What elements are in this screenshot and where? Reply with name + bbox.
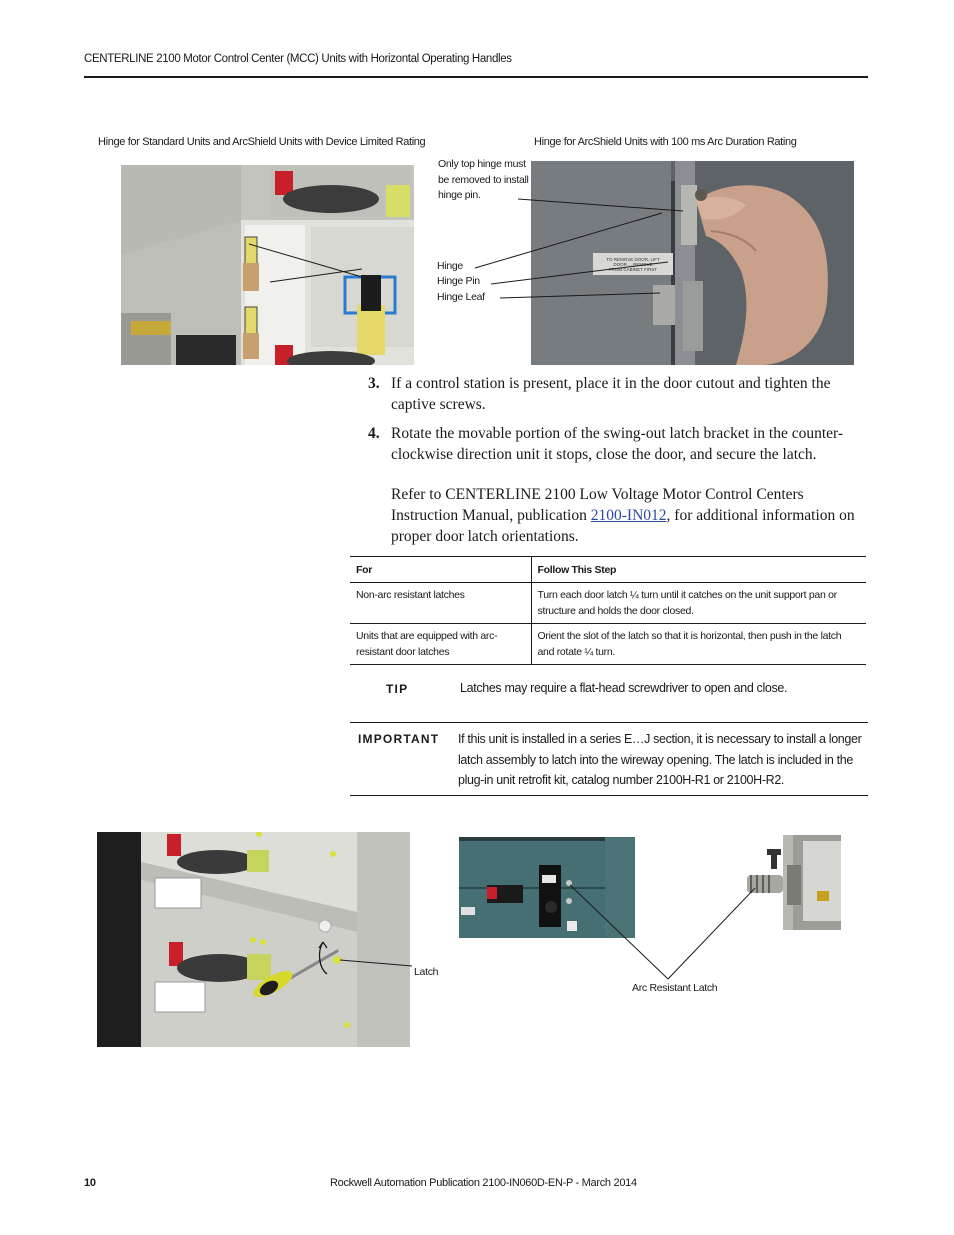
svg-text:TO REMOVE DOOR, LIFT: TO REMOVE DOOR, LIFT — [606, 257, 660, 262]
step-4 — [368, 423, 868, 465]
step-number: 3. — [368, 375, 380, 392]
running-header: CENTERLINE 2100 Motor Control Center (MCC) Units with Horizontal Operating Handles — [84, 53, 512, 65]
arcshield-hinge-photo — [531, 161, 854, 365]
refer-paragraph: Refer to CENTERLINE 2100 Low Voltage Motor Control Centers Instruction Manual, publication 2100-IN012, for additional information on proper door latch orientations. — [391, 486, 855, 545]
table-cell: Units that are equipped with arc-resistant door latches — [350, 624, 531, 665]
table-header-row — [350, 557, 866, 583]
tip-text: Latches may require a flat-head screwdriver to open and close. — [460, 681, 788, 695]
table-cell: Non-arc resistant latches — [350, 583, 531, 624]
header-rule — [84, 76, 868, 78]
latch-table — [350, 556, 866, 665]
step-text: Rotate the movable portion of the swing-out latch bracket in the counter-clockwise direction unit it stops, close the door, and secure the latch. — [391, 425, 844, 463]
table-row — [350, 624, 866, 665]
column-header: For — [350, 557, 531, 583]
table-cell: Orient the slot of the latch so that it is horizontal, then push in the latch and rotate ¼ turn. — [531, 624, 866, 665]
latch-label: Latch — [414, 966, 439, 978]
callout-hinge-pin: Hinge Pin — [437, 275, 480, 287]
tip-label: TIP — [386, 682, 409, 696]
svg-text:DOOR ... REMOVE: DOOR ... REMOVE — [613, 262, 653, 267]
door-sticker — [593, 253, 673, 275]
arc-resistant-unit-photo — [459, 837, 635, 938]
table-cell: Turn each door latch ¼ turn until it catches on the unit support pan or structure and holds the door closed. — [531, 583, 866, 624]
step-3 — [368, 373, 868, 415]
svg-text:FROM CABINET FIRST: FROM CABINET FIRST — [608, 267, 658, 272]
page-number: 10 — [84, 1177, 96, 1189]
standard-hinge-illustration — [121, 165, 414, 365]
important-text: If this unit is installed in a series E…J section, it is necessary to install a longer latch assembly to latch into the wireway opening. The latch is included in the plug-in unit retrofit kit, catalog number 2100H-R1 or 2100H-R2. — [458, 732, 862, 787]
callout-hinge: Hinge — [437, 260, 463, 272]
latch-illustration — [97, 832, 410, 1047]
arc-latch-detail-photo — [741, 835, 841, 930]
column-header: Follow This Step — [531, 557, 866, 583]
important-label: IMPORTANT — [358, 732, 440, 746]
caption-standard-hinge: Hinge for Standard Units and ArcShield Units with Device Limited Rating — [98, 136, 426, 148]
step-text: If a control station is present, place it in the door cutout and tighten the captive screws. — [391, 375, 831, 413]
publication-link[interactable]: 2100-IN012 — [590, 507, 667, 524]
table-row — [350, 583, 866, 624]
step-number: 4. — [368, 425, 380, 442]
callout-hinge-leaf: Hinge Leaf — [437, 291, 485, 303]
arc-resistant-latch-label: Arc Resistant Latch — [632, 982, 718, 994]
callout-top-hinge: Only top hinge must be removed to install hinge pin. — [438, 158, 529, 201]
caption-arcshield-hinge: Hinge for ArcShield Units with 100 ms Arc Duration Rating — [534, 136, 797, 148]
publication-footer: Rockwell Automation Publication 2100-IN060D-EN-P - March 2014 — [330, 1177, 637, 1189]
